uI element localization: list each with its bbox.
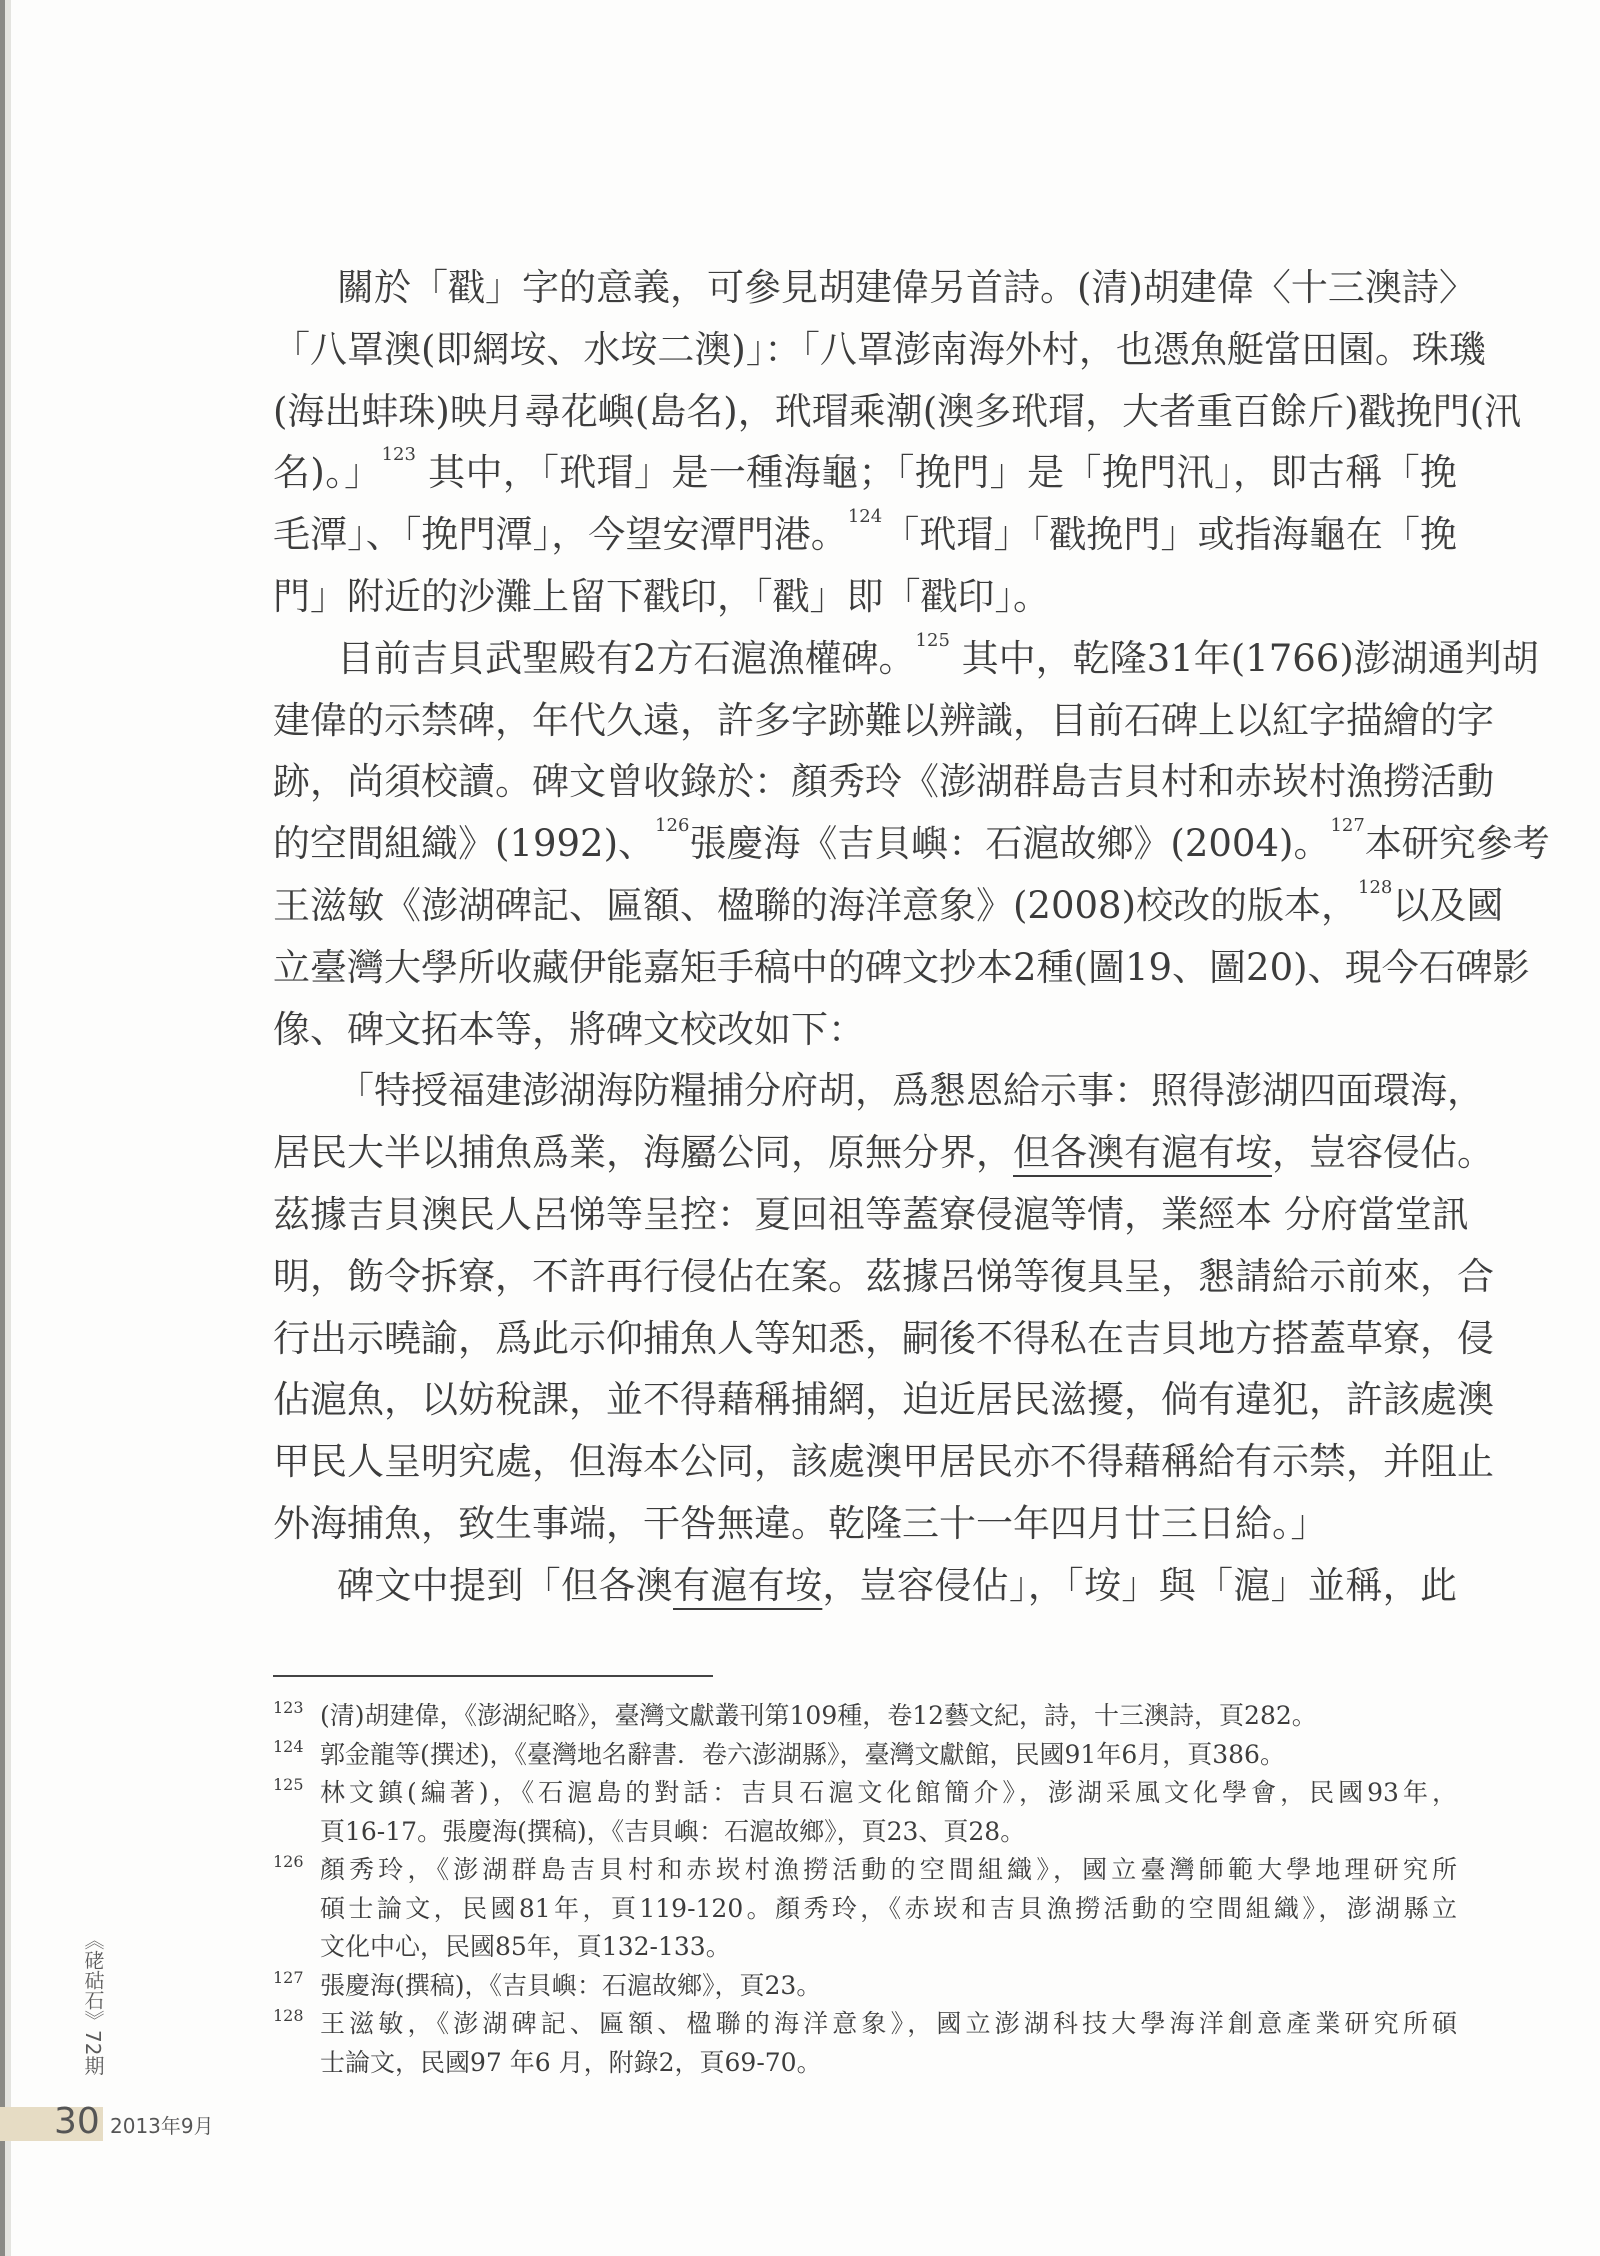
- footnote-number: 126: [273, 1852, 304, 1871]
- text-segment: 名)。」: [273, 451, 382, 495]
- text-segment: 立臺灣大學所收藏伊能嘉矩手稿中的碑文抄本2種(圖19、圖20)、現今石碑影: [273, 945, 1530, 989]
- footnote-ref: 124: [847, 506, 883, 528]
- text-line: [273, 319, 1486, 381]
- text-segment: 以及國: [1392, 883, 1504, 927]
- text-line: [273, 690, 1494, 752]
- text-line: [273, 1431, 1494, 1493]
- text-segment: 外海捕魚，致生事端，干咎無違。乾隆三十一年四月廿三日給。」: [273, 1501, 1328, 1545]
- text-line: [273, 504, 1457, 566]
- text-line: [273, 1308, 1494, 1370]
- text-line: [273, 442, 1457, 504]
- text-segment: 像、碑文拓本等，將碑文校改如下：: [273, 1007, 865, 1051]
- text-line: [273, 381, 1522, 443]
- footnote-line: 林文鎮(編著)，《石滬島的對話：吉貝石滬文化館簡介》，澎湖采風文化學會，民國93年，: [320, 1778, 1457, 1807]
- text-line: [273, 937, 1530, 999]
- text-line: [273, 628, 1539, 690]
- text-line: [273, 813, 1550, 875]
- text-line: [273, 1246, 1494, 1308]
- footnote: [273, 1851, 1457, 1967]
- footnote-line: (清)胡建偉，《澎湖紀略》，臺灣文獻叢刊第109種，卷12藝文紀，詩，十三澳詩，頁282。: [320, 1701, 1317, 1730]
- text-line: [273, 1060, 1484, 1122]
- text-segment: 門」附近的沙灘上留下戳印，「戳」即「戳印」。: [273, 574, 1050, 618]
- text-line: [273, 1369, 1494, 1431]
- footnote-line: 碩士論文，民國81年，頁119-120。顏秀玲，《赤崁和吉貝漁撈活動的空間組織》，澎湖縣立: [320, 1893, 1457, 1923]
- footnote-ref: 123: [381, 444, 416, 466]
- journal-issue: 72期: [81, 2030, 105, 2076]
- text-line: [273, 1184, 1469, 1246]
- text-segment: 的空間組織》(1992)、: [273, 822, 656, 866]
- text-line: [273, 875, 1504, 937]
- text-segment: 佔滬魚，以妨稅課，並不得藉稱捕網，迫近居民滋擾，倘有違犯，許該處澳: [273, 1378, 1494, 1422]
- footnote-ref: 127: [1330, 815, 1365, 837]
- footnote-line: 頁16-17。張慶海(撰稿)，《吉貝嶼：石滬故鄉》，頁23、頁28。: [320, 1816, 1026, 1846]
- text-segment: ，豈容侵佔。: [1272, 1131, 1494, 1175]
- text-segment: 其中，「玳瑁」是一種海龜；「挽門」是「挽門汛」，即古稱「挽: [415, 451, 1458, 495]
- footnote: [273, 1736, 1457, 1775]
- text-line: [273, 751, 1494, 813]
- footnote-separator: [273, 1675, 713, 1677]
- footnote-number: 124: [273, 1736, 304, 1756]
- footnote-line: 顏秀玲，《澎湖群島吉貝村和赤崁村漁撈活動的空間組織》，國立臺灣師範大學地理研究所: [320, 1855, 1457, 1884]
- footnote: [273, 1774, 1457, 1851]
- footnote-line: 文化中心，民國85年，頁132-133。: [320, 1932, 731, 1961]
- body-text: [273, 257, 1550, 1617]
- issue-date: 2013年9月: [110, 2114, 214, 2138]
- text-segment: 明，飭令拆寮，不許再行侵佔在案。茲據呂悌等復具呈，懇請給示前來，合: [273, 1254, 1494, 1298]
- text-segment: 王滋敏《澎湖碑記、匾額、楹聯的海洋意象》(2008)校改的版本，: [273, 883, 1359, 927]
- footnotes: [273, 1697, 1457, 2082]
- text-segment: 碑文中提到「但各澳: [337, 1563, 673, 1607]
- footnote-ref: 125: [915, 629, 950, 651]
- text-segment: 建偉的示禁碑，年代久遠，許多字跡難以辨識，目前石碑上以紅字描繪的字: [273, 698, 1494, 742]
- text-segment: 本研究參考: [1364, 822, 1550, 866]
- text-segment: 毛潭」、「挽門潭」，今望安潭門港。: [273, 513, 848, 557]
- footnote-number: 125: [273, 1775, 304, 1794]
- footnote-line: 王滋敏，《澎湖碑記、匾額、楹聯的海洋意象》，國立澎湖科技大學海洋創意產業研究所碩: [320, 2009, 1457, 2038]
- text-segment: 居民大半以捕魚爲業，海屬公同，原無分界，: [273, 1131, 1013, 1175]
- text-segment: ，豈容侵佔」，「垵」與「滬」並稱，此: [822, 1563, 1458, 1607]
- text-segment: 甲民人呈明究處，但海本公同，該處澳甲居民亦不得藉稱給有示禁，并阻止: [273, 1440, 1494, 1484]
- text-segment: 目前吉貝武聖殿有2方石滬漁權碑。: [337, 636, 916, 680]
- footnote-ref: 126: [655, 815, 690, 837]
- text-segment: 「八罩澳(即網垵、水垵二澳)」：「八罩澎南海外村，也憑魚艇當田園。珠璣: [273, 327, 1486, 371]
- text-segment: (海出蚌珠)映月尋花嶼(島名)，玳瑁乘潮(澳多玳瑁，大者重百餘斤)戳挽門(汛: [273, 389, 1522, 433]
- text-segment: 跡，尚須校讀。碑文曾收錄於：顏秀玲《澎湖群島吉貝村和赤崁村漁撈活動: [273, 760, 1494, 804]
- footnote-number: 127: [273, 1967, 304, 1987]
- footnote-line: 張慶海(撰稿)，《吉貝嶼：石滬故鄉》，頁23。: [320, 1970, 822, 2000]
- footnote-number: 123: [273, 1698, 304, 1717]
- text-line: [273, 999, 1457, 1061]
- text-segment: 張慶海《吉貝嶼：石滬故鄉》(2004)。: [689, 822, 1331, 866]
- footnote-line: 郭金龍等(撰述)，《臺灣地名辭書．卷六澎湖縣》，臺灣文獻館，民國91年6月，頁386。: [320, 1739, 1285, 1769]
- text-segment: 行出示曉諭，爲此示仰捕魚人等知悉，嗣後不得私在吉貝地方搭蓋草寮，侵: [273, 1316, 1494, 1360]
- text-segment: 茲據吉貝澳民人呂悌等呈控：夏回祖等蓋寮侵滬等情，業經本 分府當堂訊: [273, 1192, 1469, 1236]
- footnote-line: 士論文，民國97 年6 月，附錄2，頁69-70。: [320, 2047, 822, 2077]
- footnote: [273, 2005, 1457, 2082]
- text-line: [273, 1493, 1457, 1555]
- text-line: [273, 1555, 1457, 1617]
- journal-title: 《硓𥑮石》: [81, 1930, 105, 2030]
- underlined-text: 有滬有垵: [673, 1563, 823, 1607]
- footnote-ref: 128: [1358, 876, 1393, 898]
- text-line: [273, 566, 1457, 628]
- page-number: 30: [54, 2101, 100, 2142]
- footnote: [273, 1967, 1457, 2006]
- text-segment: 「特授福建澎湖海防糧捕分府胡，爲懇恩給示事：照得澎湖四面環海，: [337, 1069, 1484, 1113]
- text-segment: 關於「戳」字的意義，可參見胡建偉另首詩。(清)胡建偉〈十三澳詩〉: [337, 266, 1476, 309]
- page-binding-shadow: [5, 0, 11, 2256]
- text-line: [273, 1122, 1494, 1184]
- journal-sidebar: [82, 1930, 104, 2095]
- text-segment: 「玳瑁」「戳挽門」或指海龜在「挽: [882, 513, 1457, 557]
- footnote-number: 128: [273, 2006, 304, 2025]
- footnote: [273, 1697, 1457, 1736]
- text-segment: 其中，乾隆31年(1766)澎湖通判胡: [949, 636, 1539, 680]
- text-line: [273, 257, 1476, 319]
- underlined-text: 但各澳有滬有垵: [1013, 1131, 1272, 1175]
